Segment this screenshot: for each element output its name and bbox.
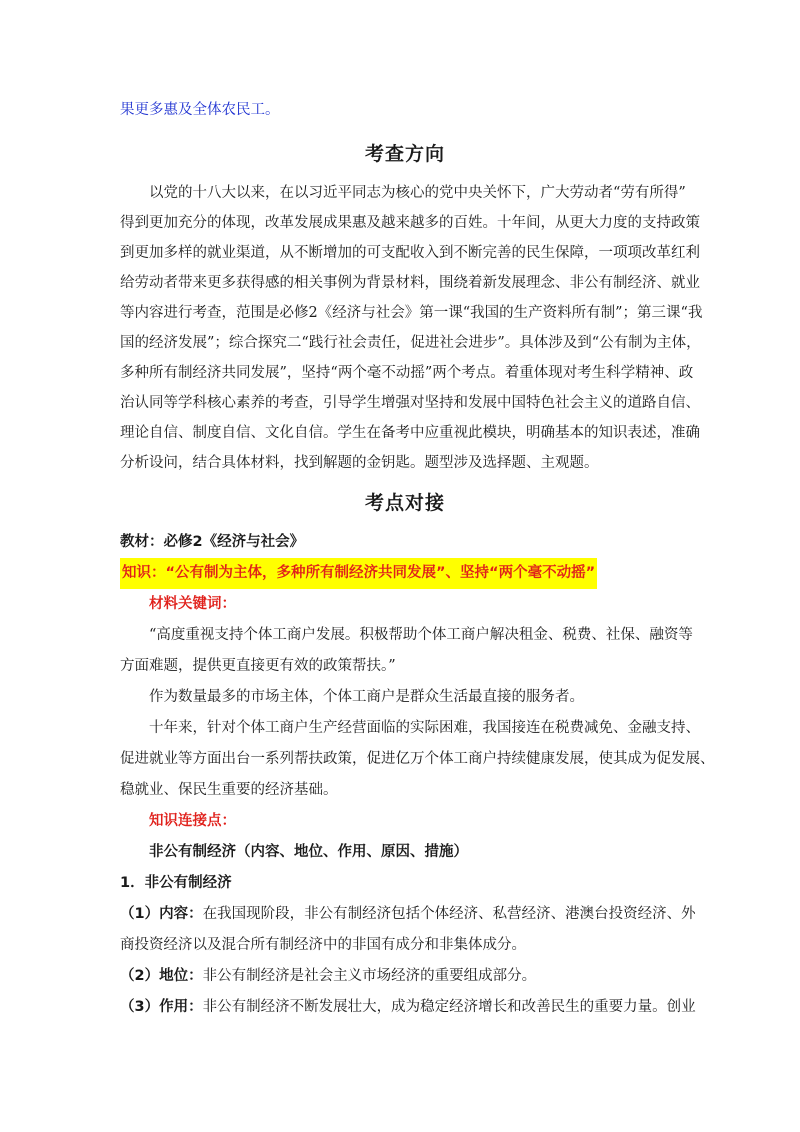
paragraph-line: 以党的十八大以来，在以习近平同志为核心的党中央关怀下，广大劳动者“劳有所得” [149,185,686,201]
content-line: 商投资经济以及混合所有制经济中的非国有成分和非集体成分。 [120,937,526,953]
paragraph-line: 分析设问，结合具体材料，找到解题的金钥匙。题型涉及选择题、主观题。 [120,455,599,471]
role-line [120,992,696,1023]
content-text: 在我国现阶段，非公有制经济包括个体经济、私营经济、港澳台投资经济、外 [202,906,696,922]
subtopic-heading: 非公有制经济（内容、地位、作用、原因、措施） [149,844,468,860]
document-page [120,100,715,1023]
material-line: 十年来，针对个体工商户生产经营面临的实际困难，我国接连在税费减免、金融支持、 [149,720,700,736]
textbook-label: 教材：必修2《经济与社会》 [120,534,305,550]
intro-line: 果更多惠及全体农民工。 [120,102,280,118]
exam-direction-paragraph [120,178,703,478]
content-line [120,899,696,930]
paragraph-line: 国的经济发展”；综合探究二“践行社会责任，促进社会进步”。具体涉及到“公有制为主体， [120,335,701,351]
quote-line: 方面难题，提供更直接更有效的政策帮扶。” [120,658,396,674]
paragraph-line: 给劳动者带来更多获得感的相关事例为背景材料，围绕着新发展理念、非公有制经济、就业 [120,275,700,291]
material-paragraph: 作为数量最多的市场主体，个体工商户是群众生活最直接的服务者。 [149,689,584,705]
role-label: （3）作用： [120,999,203,1015]
content-label: （1）内容： [120,906,203,922]
paragraph-line: 多种所有制经济共同发展”，坚持“两个毫不动摇”两个考点。着重体现对考生科学精神、政 [120,365,694,381]
key-points-body [120,527,715,1023]
status-line [120,961,690,992]
material-line: 稳就业、保民生重要的经济基础。 [120,782,338,798]
item-heading: 1．非公有制经济 [120,875,232,891]
material-line: 促进就业等方面出台一系列帮扶政策，促进亿万个体工商户持续健康发展，使其成为促发展、 [120,751,715,767]
section-title-exam-direction: 考查方向 [364,143,445,165]
paragraph-line: 治认同等学科核心素养的考查，引导学生增强对坚持和发展中国特色社会主义的道路自信、 [120,395,700,411]
status-text: 非公有制经济是社会主义市场经济的重要组成部分。 [202,968,537,984]
knowledge-link-label: 知识连接点： [149,813,236,829]
paragraph-line: 到更加多样的就业渠道，从不断增加的可支配收入到不断完善的民生保障，一项项改革红利 [120,245,700,261]
paragraph-line: 理论自信、制度自信、文化自信。学生在备考中应重视此模块，明确基本的知识表述，准确 [120,425,700,441]
paragraph-line: 等内容进行考查，范围是必修2《经济与社会》第一课“我国的生产资料所有制”；第三课“我 [120,305,703,321]
knowledge-line [120,558,690,589]
role-text: 非公有制经济不断发展壮大，成为稳定经济增长和改善民生的重要力量。创业 [202,999,696,1015]
knowledge-highlight: 知识：“公有制为主体，多种所有制经济共同发展”、坚持“两个毫不动摇” [120,558,597,589]
quote-line: “高度重视支持个体工商户发展。积极帮助个体工商户解决租金、税费、社保、融资等 [149,627,693,643]
material-keywords-label: 材料关键词： [149,596,236,612]
status-label: （2）地位： [120,968,203,984]
section-title-key-points: 考点对接 [364,492,445,514]
paragraph-line: 得到更加充分的体现，改革发展成果惠及越来越多的百姓。十年间，从更大力度的支持政策 [120,215,700,231]
